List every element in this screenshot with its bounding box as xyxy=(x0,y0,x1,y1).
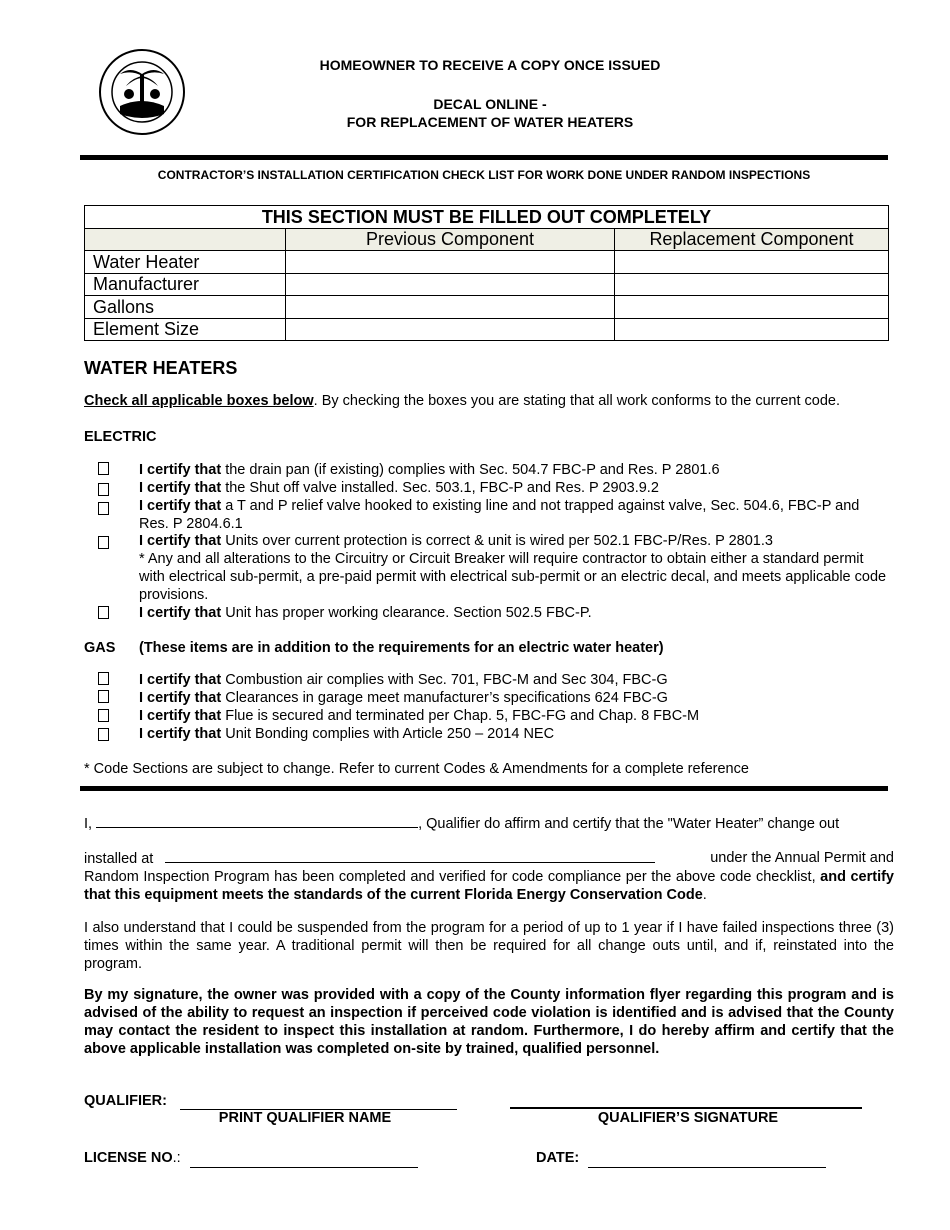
license-label: LICENSE NO.: xyxy=(84,1150,181,1166)
program-paragraph: Random Inspection Program has been completed and verified for code compliance per the above code checklist, and certify that this equipment meets the standards of the current Florida Energy Conservation Code. xyxy=(84,869,894,903)
gas-item-3: I certify that Flue is secured and terminated per Chap. 5, FBC-FG and Chap. 8 FBC-M xyxy=(139,708,700,724)
replacement-element-size-field[interactable] xyxy=(615,318,889,341)
gas-note: (These items are in addition to the requirements for an electric water heater) xyxy=(139,640,664,656)
electric-item-2: I certify that the Shut off valve installed. Sec. 503.1, FBC-P and Res. P 2903.9.2 xyxy=(139,480,659,496)
table-row-label: Gallons xyxy=(85,296,286,319)
county-seal xyxy=(96,48,188,136)
electric-label: ELECTRIC xyxy=(84,429,157,445)
gas-checkbox-1[interactable] xyxy=(98,672,109,685)
gas-checkbox-4[interactable] xyxy=(98,728,109,741)
electric-checkbox-1[interactable] xyxy=(98,462,109,475)
divider-top xyxy=(80,155,888,160)
gas-checkbox-3[interactable] xyxy=(98,709,109,722)
electric-checkbox-2[interactable] xyxy=(98,483,109,496)
table-row-label: Water Heater xyxy=(85,251,286,274)
electric-checkbox-5[interactable] xyxy=(98,606,109,619)
installed-at-label: installed at xyxy=(84,851,154,867)
table-title: THIS SECTION MUST BE FILLED OUT COMPLETELY xyxy=(85,206,889,229)
license-number-line[interactable] xyxy=(190,1166,418,1168)
suspension-paragraph: I also understand that I could be suspended from the program for a period of up to 1 year if I have failed inspections three (3) times within the same year. A traditional permit will then be required for all change outs until, and if, reinstated into the program. xyxy=(84,920,894,972)
gas-checkbox-2[interactable] xyxy=(98,690,109,703)
previous-manufacturer-field[interactable] xyxy=(286,273,615,296)
instructions xyxy=(84,393,840,409)
previous-element-size-field[interactable] xyxy=(286,318,615,341)
qualifier-label: QUALIFIER: xyxy=(84,1093,167,1109)
print-qualifier-name-label: PRINT QUALIFIER NAME xyxy=(218,1110,392,1126)
gas-item-4: I certify that Unit Bonding complies with Article 250 – 2014 NEC xyxy=(139,726,555,742)
electric-item-1: I certify that the drain pan (if existing) complies with Sec. 504.7 FBC-P and Res. P 2801.6 xyxy=(139,462,720,478)
table-header-blank xyxy=(85,228,286,251)
header-line-2: DECAL ONLINE - xyxy=(433,96,547,112)
electric-item-4: I certify that Units over current protection is correct & unit is wired per 502.1 FBC-P/Res. P 2801.3 xyxy=(139,533,773,549)
affirm-i: I, xyxy=(84,816,93,832)
water-heaters-title: WATER HEATERS xyxy=(84,358,238,378)
header-line-3: FOR REPLACEMENT OF WATER HEATERS xyxy=(346,114,634,130)
date-line[interactable] xyxy=(588,1166,826,1168)
gas-item-2: I certify that Clearances in garage meet manufacturer’s specifications 624 FBC-G xyxy=(139,690,668,706)
signature-statement: By my signature, the owner was provided with a copy of the County information flyer regarding this program and is advised of the ability to request an inspection if perceived code violation is identified and is advised that the County may contact the resident to inspect this installation at random. Furthermore, I do hereby affirm and certify that the above applicable installation was completed on-site by trained, qualified personnel. xyxy=(84,987,894,1057)
replacement-water-heater-field[interactable] xyxy=(615,251,889,274)
table-header-previous: Previous Component xyxy=(286,228,615,251)
instructions-strong: Check all applicable boxes below xyxy=(84,393,314,409)
circuit-note: * Any and all alterations to the Circuitry or Circuit Breaker will require contractor to obtain either a standard permit with electrical sub-permit, a pre-paid permit with electrical sub-permit or an electric decal, and meets applicable code provisions. xyxy=(139,551,887,603)
previous-water-heater-field[interactable] xyxy=(286,251,615,274)
date-label: DATE: xyxy=(536,1150,580,1166)
qualifier-signature-line[interactable] xyxy=(510,1106,862,1109)
qualifier-signature-label: QUALIFIER’S SIGNATURE xyxy=(597,1110,779,1126)
affirm-qualifier-text: , Qualifier do affirm and certify that the "Water Heater” change out xyxy=(418,816,840,832)
table-header-replacement: Replacement Component xyxy=(615,228,889,251)
replacement-manufacturer-field[interactable] xyxy=(615,273,889,296)
electric-checkbox-4[interactable] xyxy=(98,536,109,549)
previous-gallons-field[interactable] xyxy=(286,296,615,319)
instructions-rest: . By checking the boxes you are stating that all work conforms to the current code. xyxy=(313,393,840,409)
gas-label: GAS xyxy=(84,640,116,656)
header-line-1: HOMEOWNER TO RECEIVE A COPY ONCE ISSUED xyxy=(319,57,661,73)
electric-checkbox-3[interactable] xyxy=(98,502,109,515)
electric-item-3: I certify that a T and P relief valve hooked to existing line and not trapped against valve, Sec. 504.6, FBC-P and Res. P 2804.6.1 xyxy=(139,498,860,532)
installed-line xyxy=(84,850,894,867)
table-row-label: Manufacturer xyxy=(85,273,286,296)
gas-item-1: I certify that Combustion air complies with Sec. 701, FBC-M and Sec 304, FBC-G xyxy=(139,672,668,688)
under-text: under the Annual Permit and xyxy=(710,850,894,866)
code-note: * Code Sections are subject to change. Refer to current Codes & Amendments for a complete reference xyxy=(84,761,749,777)
qualifier-name-blank[interactable] xyxy=(96,815,418,828)
installed-address-blank[interactable] xyxy=(165,850,655,863)
replacement-gallons-field[interactable] xyxy=(615,296,889,319)
checklist-subtitle: CONTRACTOR’S INSTALLATION CERTIFICATION CHECK LIST FOR WORK DONE UNDER RANDOM INSPECTIONS xyxy=(157,168,811,182)
divider-middle xyxy=(80,786,888,791)
electric-item-5: I certify that Unit has proper working clearance. Section 502.5 FBC-P. xyxy=(139,605,592,621)
table-row-label: Element Size xyxy=(85,318,286,341)
component-table xyxy=(84,205,889,341)
affirm-line xyxy=(84,815,839,832)
